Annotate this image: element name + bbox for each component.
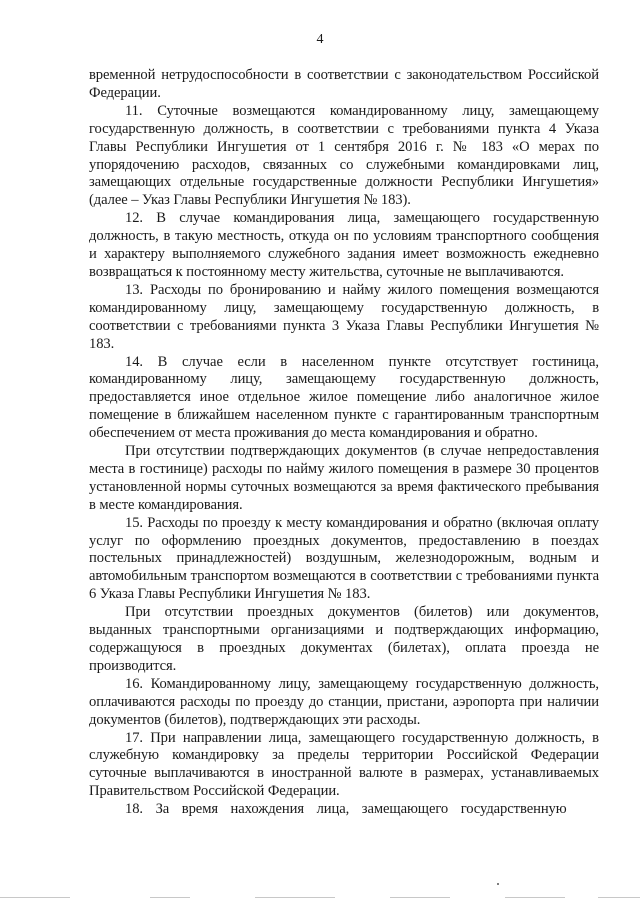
paragraph-17: 17. При направлении лица, замещающего государственную должность, в служебную командировку за пределы территории Российской Федерации суточные выплачиваются в иностранной валюте в размерах, устанавливаемых Правительством Российской Федерации. (89, 729, 599, 800)
scan-footer-artifacts (0, 889, 640, 905)
scan-line (150, 897, 190, 898)
paragraph-15-note: При отсутствии проездных документов (билетов) или документов, выданных транспортными организациями и подтверждающих информацию, содержащуюся в проездных документах (билетах), оплата проезда не производится. (89, 604, 599, 674)
scan-line (0, 897, 70, 898)
paragraph-12: 12. В случае командирования лица, замещающего государственную должность, в такую местность, откуда он по условиям транспортного сообщения и характеру выполняемого служебного задания имеет возможность ежедневно возвращаться к постоянному месту жительства, суточные не выплачиваются. (89, 210, 599, 280)
scan-line (598, 897, 640, 898)
paragraph-13: 13. Расходы по бронированию и найму жилого помещения возмещаются командированному лицу, замещающему государственную должность, в соответствии с требованиями пункта 3 Указа Главы Республики Ингушетия № 183. (89, 281, 599, 352)
document-body (89, 67, 599, 819)
paragraph-18: 18. За время нахождения лица, замещающего государственную (125, 801, 567, 818)
page-number: 4 (316, 32, 324, 47)
paragraph-14: 14. В случае если в населенном пункте отсутствует гостиница, командированному лицу, замещающему государственную должность, предоставляется иное отдельное жилое помещение либо аналогичное жилое помещение в ближайшем населенном пункте с гарантированным транспортным обеспечением от места проживания до места командирования и обратно. (89, 353, 599, 442)
scan-line (255, 897, 335, 898)
scan-speck (497, 883, 499, 885)
paragraph-16: 16. Командированному лицу, замещающему государственную должность, оплачиваются расходы по проезду до станции, пристани, аэропорта при наличии документов (билетов), подтверждающих эти расходы. (89, 675, 599, 728)
scan-line (390, 897, 450, 898)
paragraph-15: 15. Расходы по проезду к месту командирования и обратно (включая оплату услуг по оформлению проездных документов, предоставлению в поездах постельных принадлежностей) воздушным, железнодорожным, водным и автомобильным транспортом возмещаются в соответствии с требованиями пункта 6 Указа Главы Республики Ингушетия № 183. (89, 514, 599, 603)
paragraph-continuation: временной нетрудоспособности в соответствии с законодательством Российской Федерации. (89, 67, 599, 101)
paragraph-11: 11. Суточные возмещаются командированному лицу, замещающему государственную должность, в соответствии с требованиями пункта 4 Указа Главы Республики Ингушетия от 1 сентября 2016 г. № 183 «О мерах по упорядочению расходов, связанных со служебными командировками лиц, замещающих отдельные государственные должности Республики Ингушетия» (далее – Указ Главы Республики Ингушетия № 183). (89, 102, 599, 209)
scan-line (505, 897, 565, 898)
paragraph-14-note: При отсутствии подтверждающих документов (в случае непредоставления места в гостинице) расходы по найму жилого помещения в размере 30 процентов установленной нормы суточных возмещаются за время фактического пребывания в месте командирования. (89, 443, 599, 513)
